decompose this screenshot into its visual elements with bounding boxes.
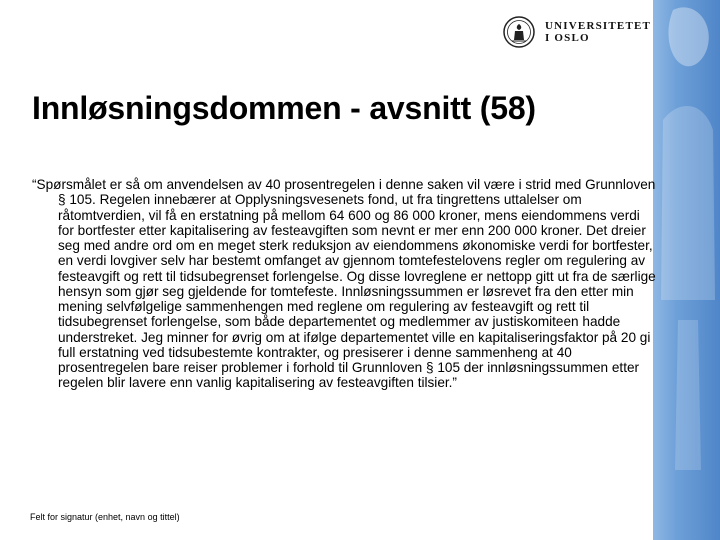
- university-seal-icon: [503, 16, 535, 48]
- logo-line-2: I OSLO: [545, 32, 590, 44]
- statue-figure-icon: [653, 0, 720, 540]
- slide-title: Innløsningsdommen - avsnitt (58): [32, 90, 536, 126]
- quote-paragraph: “Spørsmålet er så om anvendelsen av 40 prosentregelen i denne saken vil være i strid med Grunnloven § 105. Regelen innebærer at Opplysningsvesenets fond, ut fra tingrettens uttalelser om råtomtverdien, vil få en erstatning på mellom 64 600 og 86 000 kroner, mens eiendommens verdi for bortfester etter kapitalisering av festeavgiften som nevnt er mer enn 200 000 kroner. Det dreier seg med andre ord om en meget sterk reduksjon av eiendommens økonomiske verdi for bortfester, en verdi lovgiver selv har bestemt omfanget av gjennom tomtefestelovens regler om regulering av festeavgift og rett til tidsubegrenset forlengelse. Og disse lovreglene er nettopp gitt ut fra de særlige hensyn som gjør seg gjeldende for tomtefeste. Innløsningssummen er løsrevet fra den etter min mening selvfølgelige sammenhengen med reglene om regulering av festeavgift og rett til tidsubegrenset forlengelse, som både departementet og medlemmer av justiskomiteen hadde understreket. Jeg minner for øvrig om at ifølge departementet ville en kapitaliseringsfaktor på 20 gi full erstatning ved tidsubestemte kontrakter, og presiserer i denne sammenheng at 40 prosentregelen bare reiser problemer i forhold til Grunnloven § 105 der innløsningssummen etter regelen blir lavere enn vanlig kapitalisering av festeavgiften tilsier.”: [32, 177, 656, 391]
- logo-line-1: UNIVERSITETET: [545, 20, 652, 32]
- decorative-side-band: [653, 0, 720, 540]
- signature-field: Felt for signatur (enhet, navn og tittel): [30, 512, 180, 522]
- university-logo: [503, 14, 651, 50]
- university-name: [545, 20, 651, 44]
